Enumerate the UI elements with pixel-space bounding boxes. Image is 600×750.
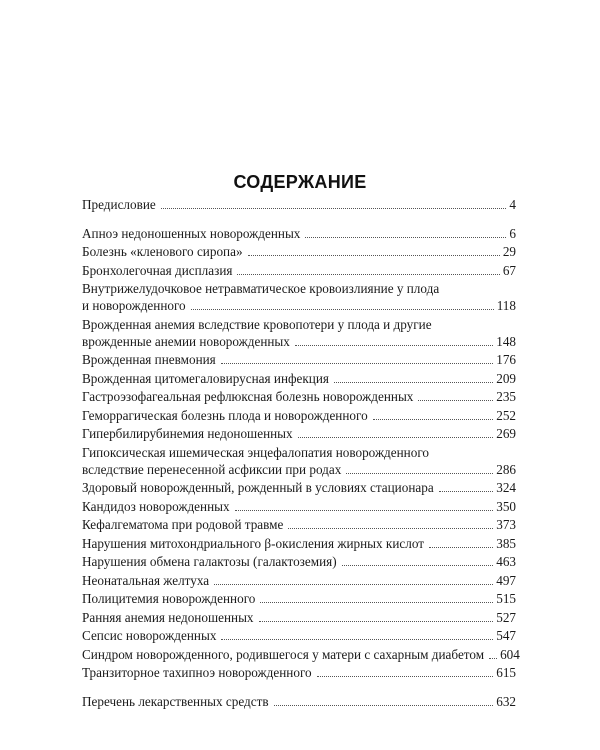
dot-leader: [317, 664, 494, 677]
toc-page-number: 632: [496, 693, 516, 709]
toc-page-number: 286: [496, 461, 516, 477]
dot-leader: [429, 535, 493, 548]
toc-page-number: 252: [496, 407, 516, 423]
dot-leader: [298, 425, 494, 438]
toc-entry-title: Предисловие: [82, 197, 156, 212]
toc-entry-title: Болезнь «кленового сиропа»: [82, 244, 243, 259]
toc-entry[interactable]: [82, 243, 516, 262]
toc-page-number: 615: [496, 665, 516, 680]
toc-entry[interactable]: [82, 693, 516, 712]
toc-page-number: 235: [496, 389, 516, 404]
toc-entry-title: Кандидоз новорожденных: [82, 498, 230, 514]
table-of-contents: [82, 196, 520, 711]
dot-leader: [221, 627, 493, 640]
toc-page-number: 29: [502, 244, 516, 259]
toc-entry[interactable]: [82, 425, 516, 444]
toc-entry-title-line: Гипоксическая ишемическая энцефалопатия новорожденного: [82, 444, 429, 460]
toc-entry[interactable]: [82, 664, 516, 683]
toc-entry[interactable]: [82, 225, 516, 244]
toc-entry[interactable]: [82, 280, 516, 316]
dot-leader: [214, 572, 493, 585]
toc-entry-title: Кефалгематома при родовой травме: [82, 517, 284, 532]
toc-entry-title: Неонатальная желтуха: [82, 572, 210, 588]
toc-entry[interactable]: [82, 351, 516, 370]
dot-leader: [334, 370, 493, 383]
toc-entry-title: Полицитемия новорожденного: [82, 591, 256, 606]
dot-leader: [373, 407, 494, 420]
toc-entry[interactable]: [82, 498, 516, 517]
toc-entry-title-line: Внутрижелудочковое нетравматическое кровоизлияние у плода: [82, 281, 440, 296]
dot-leader: [237, 262, 499, 275]
toc-page-number: 4: [509, 197, 516, 212]
dot-leader: [235, 498, 494, 511]
dot-leader: [221, 351, 493, 364]
toc-entry-title: Нарушения обмена галактозы (галактоземия): [82, 554, 337, 569]
toc-entry-title: Нарушения митохондриального β-окисления жирных кислот: [82, 535, 424, 551]
toc-page-number: 350: [496, 498, 516, 514]
toc-entry-title: Синдром новорожденного, родившегося у матери с сахарным диабетом: [82, 646, 485, 662]
toc-entry-title: Гастроэзофагеальная рефлюксная болезнь новорожденных: [82, 389, 414, 404]
dot-leader: [439, 479, 494, 492]
toc-entry-title: Ранняя анемия недоношенных: [82, 609, 254, 625]
toc-entry-title: Перечень лекарственных средств: [82, 693, 269, 709]
toc-page-number: 118: [496, 298, 516, 313]
toc-page-number: 269: [496, 426, 516, 441]
toc-entry[interactable]: [82, 627, 516, 646]
dot-leader: [346, 461, 493, 474]
toc-entry[interactable]: [82, 553, 516, 572]
toc-entry-title: Врожденная пневмония: [82, 352, 216, 367]
toc-entry[interactable]: [82, 316, 516, 352]
toc-page-number: 463: [496, 554, 516, 569]
toc-entry-title: Апноэ недоношенных новорожденных: [82, 225, 301, 241]
dot-leader: [259, 609, 494, 622]
toc-entry[interactable]: [82, 370, 516, 389]
dot-leader: [305, 225, 506, 238]
toc-entry[interactable]: [82, 609, 516, 628]
toc-page-number: 176: [496, 352, 516, 367]
toc-entry[interactable]: [82, 388, 516, 407]
toc-page-number: 324: [496, 480, 516, 495]
dot-leader: [248, 243, 500, 256]
toc-entry-title: Геморрагическая болезнь плода и новорожденного: [82, 407, 368, 423]
dot-leader: [342, 553, 494, 566]
toc-page-number: 67: [502, 262, 516, 278]
toc-entry-title: врожденные анемии новорожденных: [82, 333, 290, 349]
toc-entry-title: и новорожденного: [82, 298, 186, 313]
dot-leader: [161, 196, 507, 209]
toc-entry-title: Гипербилирубинемия недоношенных: [82, 426, 293, 441]
dot-leader: [489, 646, 497, 659]
dot-leader: [295, 333, 493, 346]
toc-entry[interactable]: [82, 407, 516, 426]
toc-entry-title: Бронхолегочная дисплазия: [82, 262, 233, 278]
toc-page-number: 604: [500, 646, 520, 662]
dot-leader: [418, 388, 493, 401]
toc-entry[interactable]: [82, 196, 516, 215]
toc-entry-title: Сепсис новорожденных: [82, 628, 217, 643]
toc-page-number: 515: [496, 591, 516, 606]
dot-leader: [288, 516, 493, 529]
toc-entry[interactable]: [82, 572, 516, 591]
dot-leader: [260, 590, 493, 603]
toc-page-number: 497: [496, 572, 516, 588]
toc-entry-title: Врожденная цитомегаловирусная инфекция: [82, 370, 329, 386]
toc-entry[interactable]: [82, 535, 516, 554]
toc-page-number: 547: [496, 628, 516, 643]
toc-entry[interactable]: [82, 516, 516, 535]
toc-entry-title: Транзиторное тахипноэ новорожденного: [82, 665, 312, 680]
dot-leader: [191, 297, 494, 310]
toc-page-number: 373: [496, 517, 516, 532]
toc-entry-title: Здоровый новорожденный, рожденный в условиях стационара: [82, 480, 434, 495]
toc-entry[interactable]: [82, 590, 516, 609]
toc-page-number: 209: [496, 370, 516, 386]
toc-page-number: 6: [509, 225, 516, 241]
toc-entry[interactable]: [82, 479, 516, 498]
toc-page-number: 148: [496, 333, 516, 349]
dot-leader: [274, 693, 494, 706]
toc-entry[interactable]: [82, 646, 520, 665]
toc-page-number: 527: [496, 609, 516, 625]
toc-entry-title: вследствие перенесенной асфиксии при родах: [82, 461, 342, 477]
toc-page-number: 385: [496, 535, 516, 551]
toc-entry-title-line: Врожденная анемия вследствие кровопотери у плода и другие: [82, 316, 432, 332]
toc-entry[interactable]: [82, 444, 516, 480]
page-title: СОДЕРЖАНИЕ: [233, 172, 367, 192]
toc-entry[interactable]: [82, 262, 516, 281]
